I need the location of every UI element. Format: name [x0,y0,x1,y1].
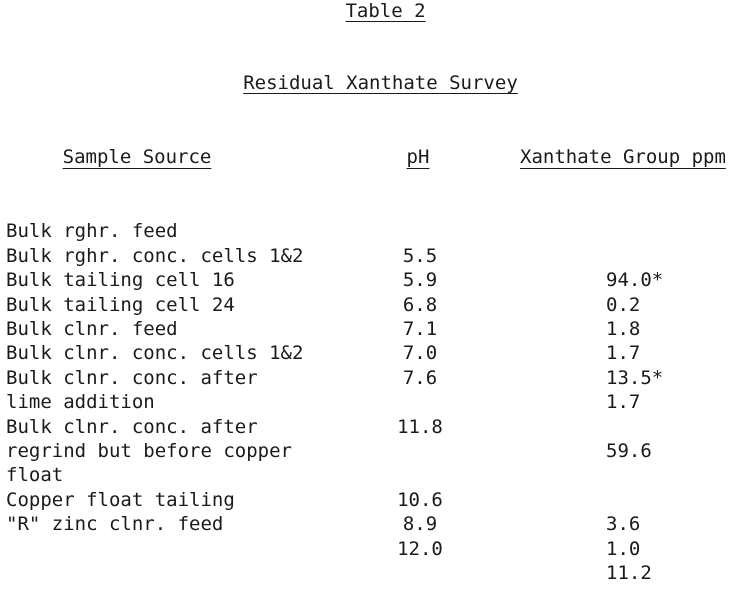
xanthate-cell: 59.6 [606,439,652,462]
xanthate-cell: 1.8 [606,318,641,340]
table-label: Table 2 [345,0,426,22]
xanthate-cell: 13.5* [606,366,664,389]
ph-cell: 7.6 [402,366,438,389]
sample-source-cell: Bulk rghr. feed [6,220,178,243]
sample-source-cell: lime addition [6,391,155,414]
xanthate-cell: 94.0* [606,269,664,292]
xanthate-cell: 0.2 [606,293,641,316]
sample-source-cell: Bulk clnr. conc. after [6,415,258,438]
xanthate-cell: 1.7 [606,391,641,414]
ph-cell: 8.9 [402,513,438,536]
ph-cell: 5.5 [402,244,438,267]
header-sample-source: Sample Source [62,146,212,168]
ph-cell: 6.8 [402,293,438,316]
survey-table-body [6,195,755,584]
sample-source-cell: Bulk tailing cell 16 [6,269,235,292]
xanthate-cell: 1.0 [606,537,641,560]
ph-cell: 7.1 [402,317,438,340]
ph-cell: 11.8 [397,415,443,438]
sample-source-cell: Bulk clnr. feed [6,317,178,340]
ph-cell: 7.0 [402,342,438,365]
sample-source-cell: float [6,464,64,487]
sample-source-cell: Bulk clnr. conc. cells 1&2 [6,342,304,365]
sample-source-cell: Bulk tailing cell 24 [6,293,235,316]
sample-source-cell: regrind but before copper [6,439,292,462]
sample-source-cell: "R" zinc clnr. feed [6,513,224,536]
survey-title: Residual Xanthate Survey [243,72,518,94]
xanthate-cell: 3.6 [606,513,641,536]
header-ph: pH [406,146,430,168]
xanthate-cell: 1.7 [606,342,641,365]
sample-source-cell: Bulk rghr. conc. cells 1&2 [6,244,304,267]
sample-source-cell: Bulk clnr. conc. after [6,366,258,389]
header-xanthate-ppm: Xanthate Group ppm [520,146,726,168]
ph-cell: 10.6 [397,488,443,511]
xanthate-cell: 11.2 [606,561,652,584]
sample-source-cell: Copper float tailing [6,488,235,511]
ph-cell: 5.9 [402,269,438,292]
ph-cell: 12.0 [397,537,443,560]
